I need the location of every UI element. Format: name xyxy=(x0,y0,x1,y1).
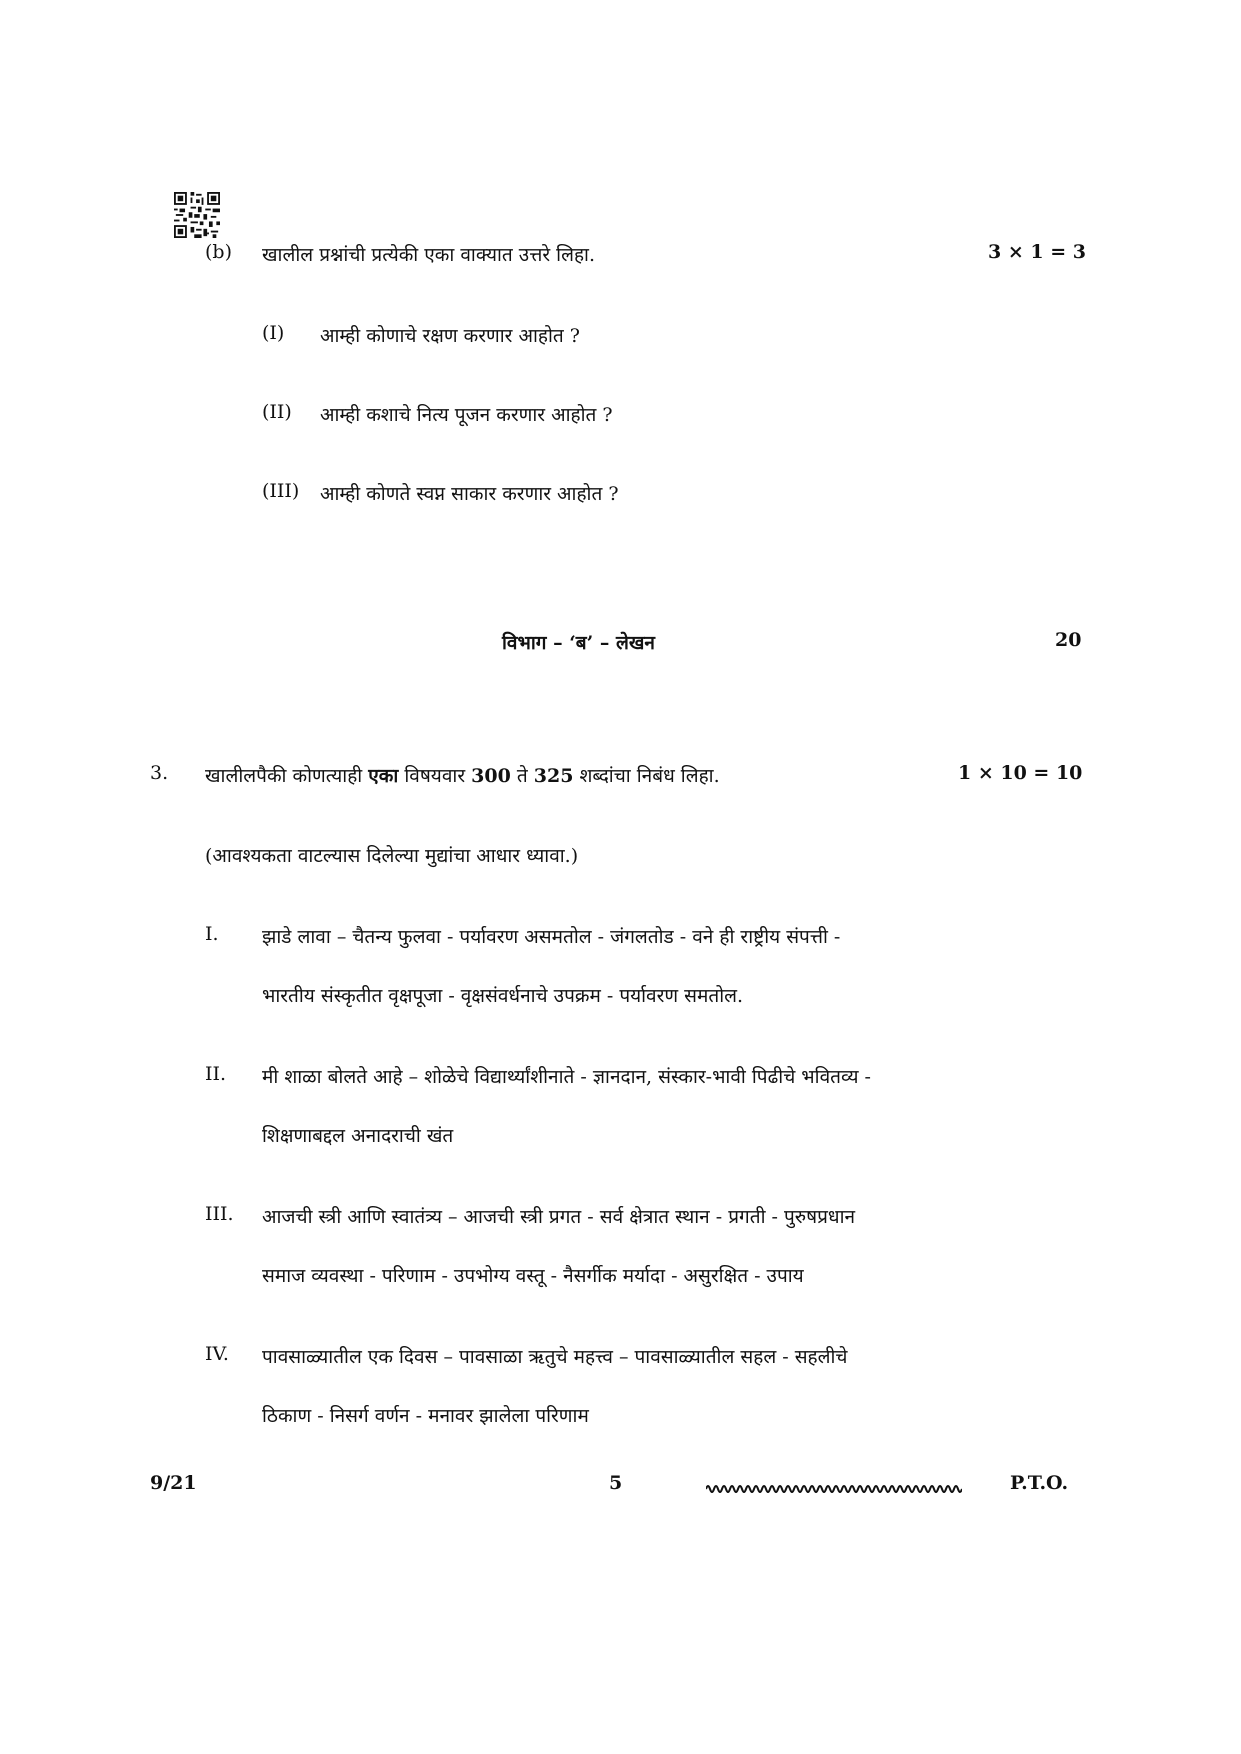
question-3-marks: 1 × 10 = 10 xyxy=(958,762,1083,784)
part-b-marks: 3 × 1 = 3 xyxy=(988,241,1086,263)
question-number: (I) xyxy=(262,322,285,344)
footer-paper-code: 9/21 xyxy=(150,1472,197,1494)
section-marks: 20 xyxy=(1055,629,1082,651)
topic-line: शिक्षणाबद्दल अनादराची खंत xyxy=(262,1125,454,1147)
question-3-note: (आवश्यकता वाटल्यास दिलेल्या मुद्यांचा आधार ध्यावा.) xyxy=(205,845,579,867)
topic-number: III. xyxy=(205,1203,234,1225)
question-text: आम्ही कोणाचे रक्षण करणार आहोत ? xyxy=(320,325,580,347)
qr-code-icon xyxy=(174,192,220,238)
topic-line: समाज व्यवस्था - परिणाम - उपभोग्य वस्तू - नैसर्गीक मर्यादा - असुरक्षित - उपाय xyxy=(262,1265,804,1287)
topic-line: भारतीय संस्कृतीत वृक्षपूजा - वृक्षसंवर्धनाचे उपक्रम - पर्यावरण समतोल. xyxy=(262,985,744,1007)
footer-page-number: 5 xyxy=(609,1472,623,1494)
question-number: (III) xyxy=(262,480,300,502)
topic-line: पावसाळ्यातील एक दिवस – पावसाळा ऋतुचे महत्त्व – पावसाळ्यातील सहल - सहलीचे xyxy=(262,1346,848,1368)
topic-line: झाडे लावा – चैतन्य फुलवा - पर्यावरण असमतोल - जंगलतोड - वने ही राष्ट्रीय संपत्ती - xyxy=(262,926,841,948)
question-number: (II) xyxy=(262,401,292,423)
question-3-number: 3. xyxy=(150,762,169,784)
topic-line: ठिकाण - निसर्ग वर्णन - मनावर झालेला परिणाम xyxy=(262,1405,589,1427)
part-b-instruction: खालील प्रश्नांची प्रत्येकी एका वाक्यात उत्तरे लिहा. xyxy=(262,244,595,266)
question-text: आम्ही कशाचे नित्य पूजन करणार आहोत ? xyxy=(320,404,613,426)
topic-line: मी शाळा बोलते आहे – शोळेचे विद्यार्थ्यांशीनाते - ज्ञानदान, संस्कार-भावी पिढीचे भवितव्य - xyxy=(262,1066,871,1088)
topic-number: IV. xyxy=(205,1343,229,1365)
footer-pto: P.T.O. xyxy=(1010,1472,1069,1494)
part-b-label: (b) xyxy=(205,241,232,263)
question-3-instruction: खालीलपैकी कोणत्याही एका विषयवार 300 ते 325 शब्दांचा निबंध लिहा. xyxy=(205,765,720,787)
wavy-line-icon xyxy=(706,1482,962,1496)
topic-line: आजची स्त्री आणि स्वातंत्र्य – आजची स्त्री प्रगत - सर्व क्षेत्रात स्थान - प्रगती - पुरुषप्रधान xyxy=(262,1206,856,1228)
question-text: आम्ही कोणते स्वप्न साकार करणार आहोत ? xyxy=(320,483,619,505)
section-heading: विभाग – ‘ब’ – लेखन xyxy=(502,632,655,654)
topic-number: I. xyxy=(205,923,219,945)
topic-number: II. xyxy=(205,1063,227,1085)
